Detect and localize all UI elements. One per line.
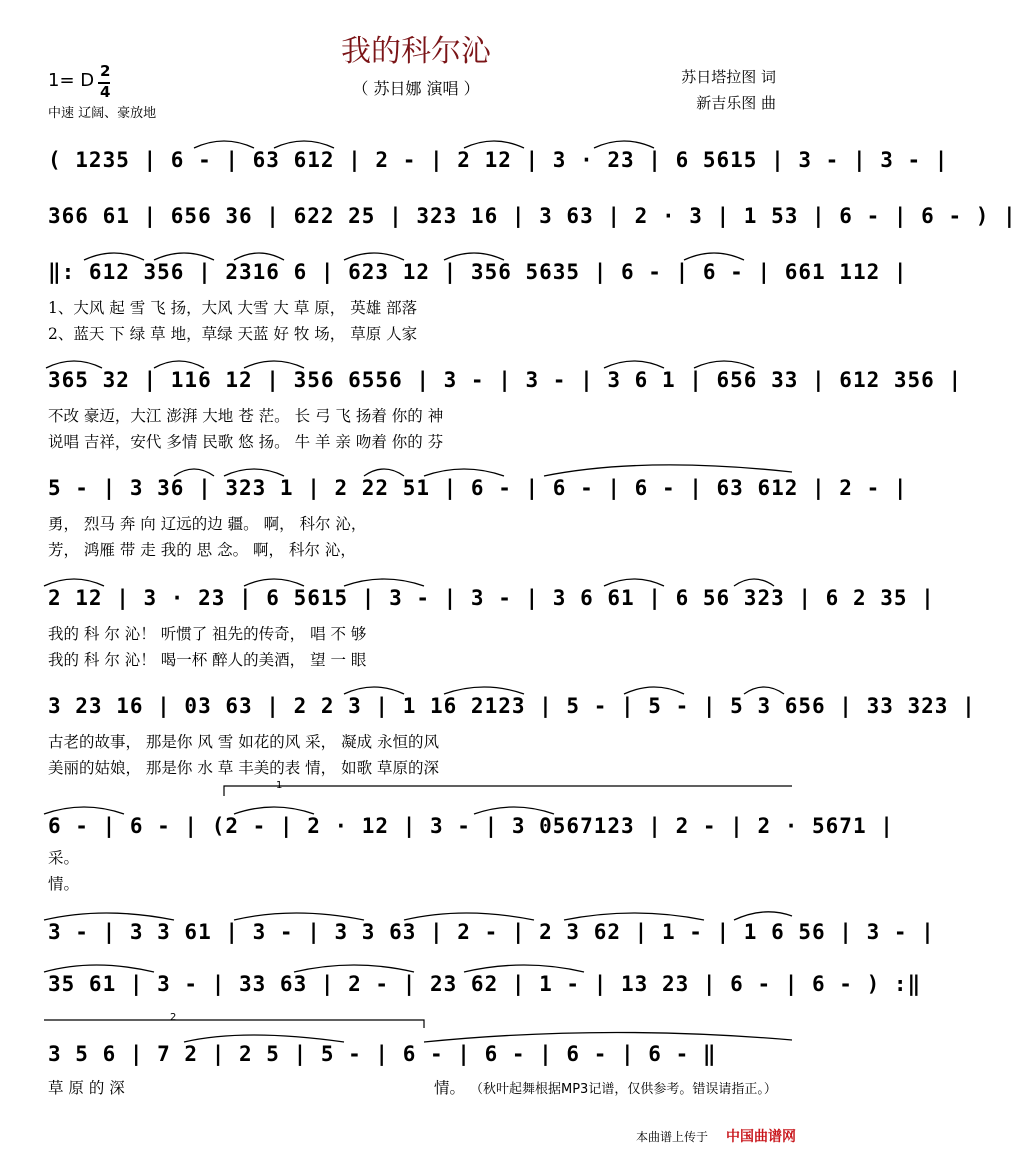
notes: 5 - | 3 36 | 323 1 | 2 22 51 | 6 - | 6 - | 6 - | 63 612 | 2 - | xyxy=(48,476,908,500)
site-logo: 中国曲谱网 xyxy=(726,1129,796,1145)
lyrics-verse-2: 情。 xyxy=(48,875,80,893)
notation-row-6 xyxy=(44,582,935,618)
page-subtitle: （ 苏日娜 演唱 ） xyxy=(352,79,480,98)
key-signature: 1= D xyxy=(48,70,95,91)
notation-row-5 xyxy=(44,472,908,508)
notes: 366 61 | 656 36 | 622 25 | 323 16 | 3 63 | 2 · 3 | 1 53 | 6 - | 6 - ) | xyxy=(48,204,1017,228)
notes: ( 1235 | 6 - | 63 612 | 2 - | 2 12 | 3 · 23 | 6 5615 | 3 - | 3 - | xyxy=(48,148,949,172)
notation-row-9 xyxy=(44,916,935,952)
lyrics-verse-2: 我的 科 尔 沁！ 喝一杯 醉人的美酒， 望 一 眼 xyxy=(48,651,367,669)
transcription-note: （秋叶起舞根据MP3记谱，仅供参考。错误请指正。） xyxy=(470,1082,777,1097)
notes: ‖: 612 356 | 2316 6 | 623 12 | 356 5635 | 6 - | 6 - | 661 112 | xyxy=(48,260,908,284)
notes: 35 61 | 3 - | 33 63 | 2 - | 23 62 | 1 - | 13 23 | 6 - | 6 - ) :‖ xyxy=(48,972,922,996)
lyrics-verse-1: 1、大风 起 雪 飞 扬，大风 大雪 大 草 原， 英雄 部落 xyxy=(48,299,418,317)
notes: 3 - | 3 3 61 | 3 - | 3 3 63 | 2 - | 2 3 62 | 1 - | 1 6 56 | 3 - | xyxy=(48,920,935,944)
notes: 365 32 | 116 12 | 356 6556 | 3 - | 3 - | 3 6 1 | 656 33 | 612 356 | xyxy=(48,368,963,392)
notation-row-3 xyxy=(44,256,908,292)
lyrics-verse-1: 古老的故事， 那是你 风 雪 如花的风 采， 凝成 永恒的风 xyxy=(48,733,439,751)
notation-row-2 xyxy=(44,200,1017,236)
volta-bracket xyxy=(44,784,792,800)
volta-2-label: 2 xyxy=(170,1012,177,1023)
notation-row-10 xyxy=(44,968,922,1004)
time-signature-top: 2 xyxy=(100,62,111,80)
tempo-marking: 中速 辽阔、豪放地 xyxy=(48,106,157,121)
notes: 3 23 16 | 03 63 | 2 2 3 | 1 16 2123 | 5 - | 5 - | 5 3 656 | 33 323 | xyxy=(48,694,976,718)
lyrics-verse-2: 美丽的姑娘， 那是你 水 草 丰美的表 情， 如歌 草原的深 xyxy=(48,759,439,777)
notes: 2 12 | 3 · 23 | 6 5615 | 3 - | 3 - | 3 6 61 | 6 56 323 | 6 2 35 | xyxy=(48,586,935,610)
notation-row-1 xyxy=(44,144,949,180)
notes: 3 5 6 | 7 2 | 2 5 | 5 - | 6 - | 6 - | 6 - | 6 - ‖ xyxy=(48,1042,717,1066)
composer-credit: 新吉乐图 曲 xyxy=(696,94,776,112)
lyrics-verse-1: 采。 xyxy=(48,849,80,867)
lyrics-final-word: 情。 xyxy=(434,1079,466,1097)
volta-1-label: 1 xyxy=(276,780,283,791)
lyrics-verse-2: 说唱 吉祥，安代 多情 民歌 悠 扬。 牛 羊 亲 吻着 你的 芬 xyxy=(48,433,444,451)
notes: 6 - | 6 - | (2 - | 2 · 12 | 3 - | 3 0567123 | 2 - | 2 · 5671 | xyxy=(48,814,894,838)
notation-row-4 xyxy=(44,364,963,400)
lyrics-verse-2: 芳， 鸿雁 带 走 我的 思 念。 啊， 科尔 沁， xyxy=(48,541,356,559)
lyrics-verse-1: 草 原 的 深 xyxy=(48,1079,125,1097)
notation-row-7 xyxy=(44,690,976,726)
notation-row-11 xyxy=(44,1038,792,1074)
upload-notice: 本曲谱上传于 xyxy=(636,1130,709,1144)
lyrics-verse-2: 2、蓝天 下 绿 草 地，草绿 天蓝 好 牧 场， 草原 人家 xyxy=(48,325,418,343)
notation-row-8 xyxy=(44,810,894,846)
lyrics-verse-1: 勇， 烈马 奔 向 辽远的边 疆。 啊， 科尔 沁， xyxy=(48,515,367,533)
lyricist-credit: 苏日塔拉图 词 xyxy=(681,68,776,86)
page-title: 我的科尔沁 xyxy=(341,34,491,69)
lyrics-verse-1: 我的 科 尔 沁！ 听惯了 祖先的传奇， 唱 不 够 xyxy=(48,625,367,643)
lyrics-verse-1: 不改 豪迈，大江 澎湃 大地 苍 茫。 长 弓 飞 扬着 你的 神 xyxy=(48,407,444,425)
time-signature-bottom: 4 xyxy=(100,83,111,101)
